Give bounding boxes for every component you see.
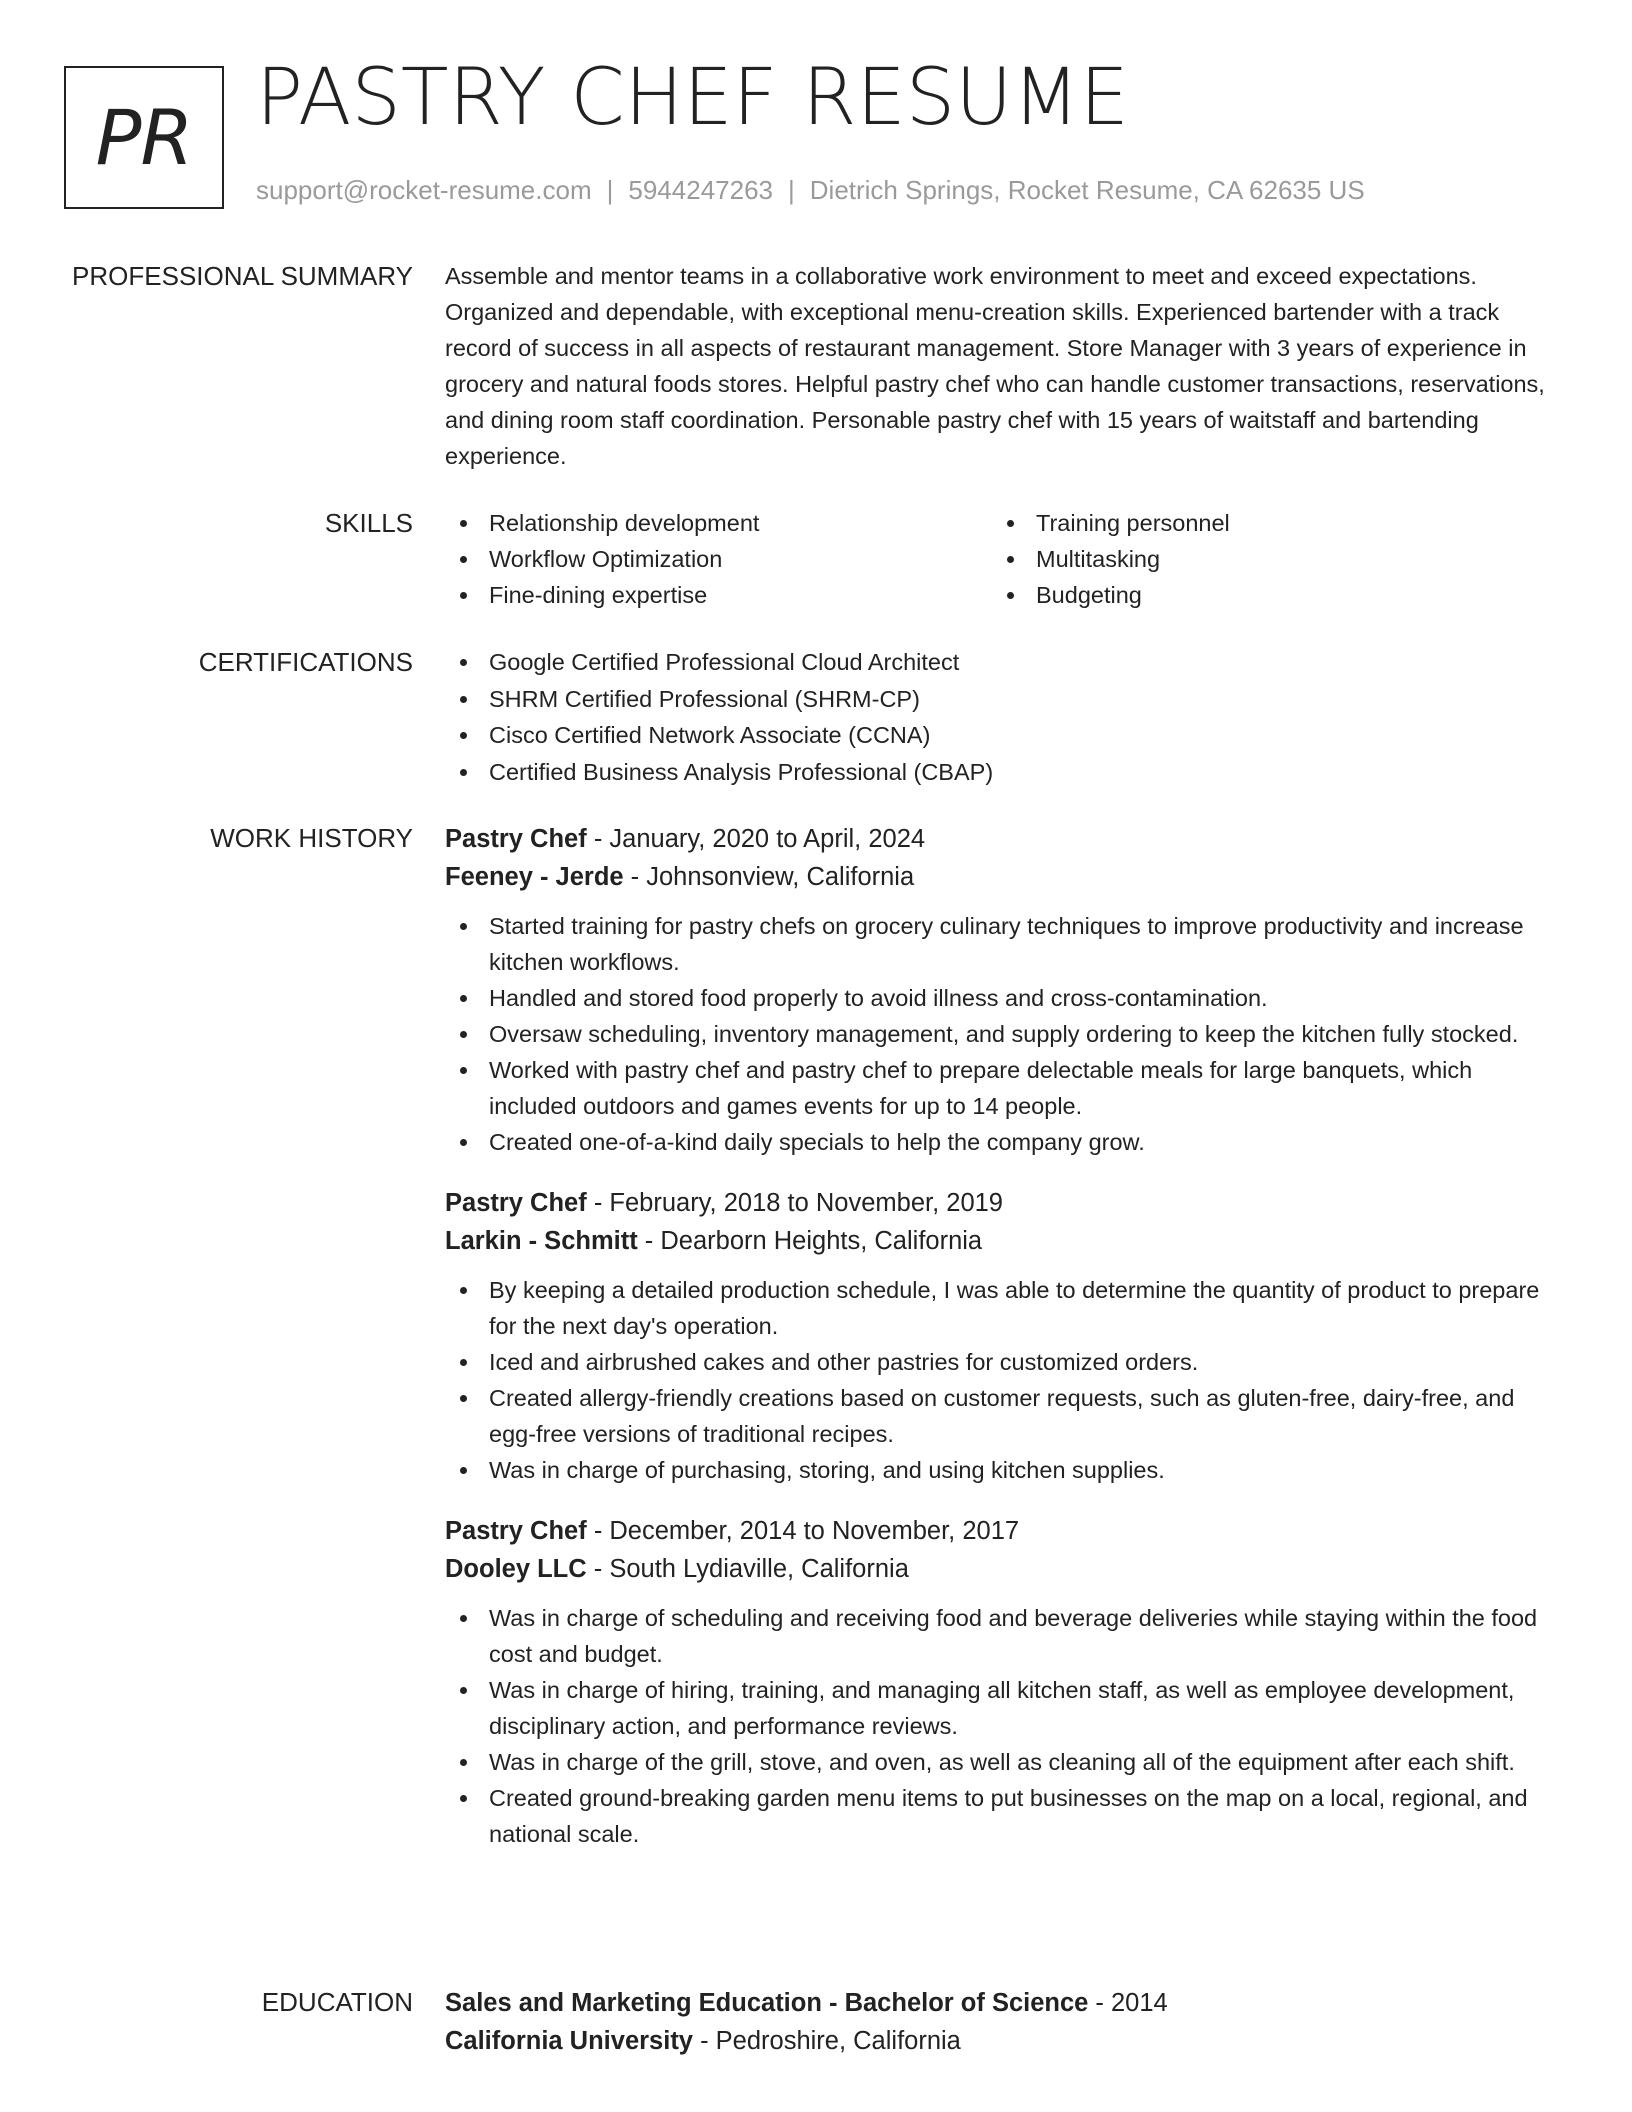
work-heading: WORK HISTORY [210,823,413,853]
job-bullet: Created ground-breaking garden menu items to put businesses on the map on a local, regional, and national scale. [445,1780,1565,1852]
job-dates: - January, 2020 to April, 2024 [586,825,926,853]
job-location: - Dearborn Heights, California [637,1227,983,1255]
skills-heading: SKILLS [324,508,413,538]
job-company: Dooley LLC [445,1555,587,1583]
certification-item: Certified Business Analysis Professional (CBAP) [445,754,1565,791]
skill-item: Workflow Optimization [445,541,992,577]
job-bullet: Created allergy-friendly creations based on customer requests, such as gluten-free, dairy-free, and egg-free versions of traditional recipes. [445,1380,1565,1452]
skills-column-2 [992,505,1539,613]
education-degree-line [445,1984,1565,2022]
contact-phone[interactable]: 5944247263 [628,175,773,205]
job-company-line [445,1222,1565,1260]
job-title: Pastry Chef [445,825,587,853]
skill-item: Relationship development [445,505,992,541]
education-degree: Sales and Marketing Education - Bachelor of Science [445,1989,1089,2017]
work-body [445,820,1565,1876]
skill-item: Budgeting [992,577,1539,613]
job-bullet: Started training for pastry chefs on grocery culinary techniques to improve productivity and increase kitchen workflows. [445,908,1565,980]
job-location: - South Lydiaville, California [586,1555,909,1583]
skill-item: Fine-dining expertise [445,577,992,613]
contact-separator: | [606,175,614,205]
job-entry [445,1184,1565,1488]
job-title-line [445,1512,1565,1550]
job-title: Pastry Chef [445,1189,587,1217]
job-bullets [445,1272,1565,1488]
contact-separator: | [788,175,795,205]
monogram-initials: PR [95,92,193,182]
skill-item: Training personnel [992,505,1539,541]
job-bullet: Iced and airbrushed cakes and other pastries for customized orders. [445,1344,1565,1380]
education-location: - Pedroshire, California [693,2027,961,2055]
job-company: Feeney - Jerde [445,863,624,891]
summary-heading: PROFESSIONAL SUMMARY [72,261,413,291]
summary-text: Assemble and mentor teams in a collaborative work environment to meet and exceed expectations. Organized and dependable, with exceptional menu-creation skills. Experienced bartender with a track record of success in all aspects of restaurant management. Store Manager with 3 years of experience in grocery and natural foods stores. Helpful pastry chef who can handle customer transactions, reservations, and dining room staff coordination. Personable pastry chef with 15 years of waitstaff and bartending experience. [445,263,1545,469]
education-school: California University [445,2027,693,2055]
job-title-line [445,820,1565,858]
job-bullet: Created one-of-a-kind daily specials to help the company grow. [445,1124,1565,1160]
job-bullets [445,908,1565,1160]
certification-item: Google Certified Professional Cloud Architect [445,644,1565,681]
education-body [445,1984,1565,2060]
monogram-box [64,66,224,209]
job-title: Pastry Chef [445,1517,587,1545]
job-bullet: Was in charge of the grill, stove, and oven, as well as cleaning all of the equipment after each shift. [445,1744,1565,1780]
job-entry [445,1512,1565,1852]
education-year: - 2014 [1088,1989,1168,2017]
skills-column-1 [445,505,992,613]
job-bullet: Worked with pastry chef and pastry chef to prepare delectable meals for large banquets, which included outdoors and games events for up to 14 people. [445,1052,1565,1124]
education-school-line [445,2022,1565,2060]
job-company-line [445,858,1565,896]
job-location: - Johnsonview, California [623,863,915,891]
certifications-heading: CERTIFICATIONS [198,647,413,677]
job-dates: - December, 2014 to November, 2017 [586,1517,1020,1545]
contact-line [256,175,1365,206]
contact-email[interactable]: support@rocket-resume.com [256,175,592,205]
job-company-line [445,1550,1565,1588]
skill-item: Multitasking [992,541,1539,577]
job-bullet: Was in charge of scheduling and receiving food and beverage deliveries while staying within the food cost and budget. [445,1600,1565,1672]
job-entry [445,820,1565,1160]
job-bullet: By keeping a detailed production schedule, I was able to determine the quantity of product to prepare for the next day's operation. [445,1272,1565,1344]
contact-address: Dietrich Springs, Rocket Resume, CA 62635 US [809,175,1365,205]
job-bullets [445,1600,1565,1852]
education-heading: EDUCATION [261,1987,413,2017]
job-title-line [445,1184,1565,1222]
resume-title: PASTRY CHEF RESUME [256,53,1129,143]
job-dates: - February, 2018 to November, 2019 [586,1189,1003,1217]
job-bullet: Oversaw scheduling, inventory management, and supply ordering to keep the kitchen fully stocked. [445,1016,1565,1052]
certifications-list [445,644,1565,790]
job-bullet: Was in charge of purchasing, storing, and using kitchen supplies. [445,1452,1565,1488]
skills-grid [445,505,1565,613]
certification-item: Cisco Certified Network Associate (CCNA) [445,717,1565,754]
job-company: Larkin - Schmitt [445,1227,638,1255]
job-bullet: Was in charge of hiring, training, and managing all kitchen staff, as well as employee development, disciplinary action, and performance reviews. [445,1672,1565,1744]
job-bullet: Handled and stored food properly to avoid illness and cross-contamination. [445,980,1565,1016]
certification-item: SHRM Certified Professional (SHRM-CP) [445,681,1565,718]
